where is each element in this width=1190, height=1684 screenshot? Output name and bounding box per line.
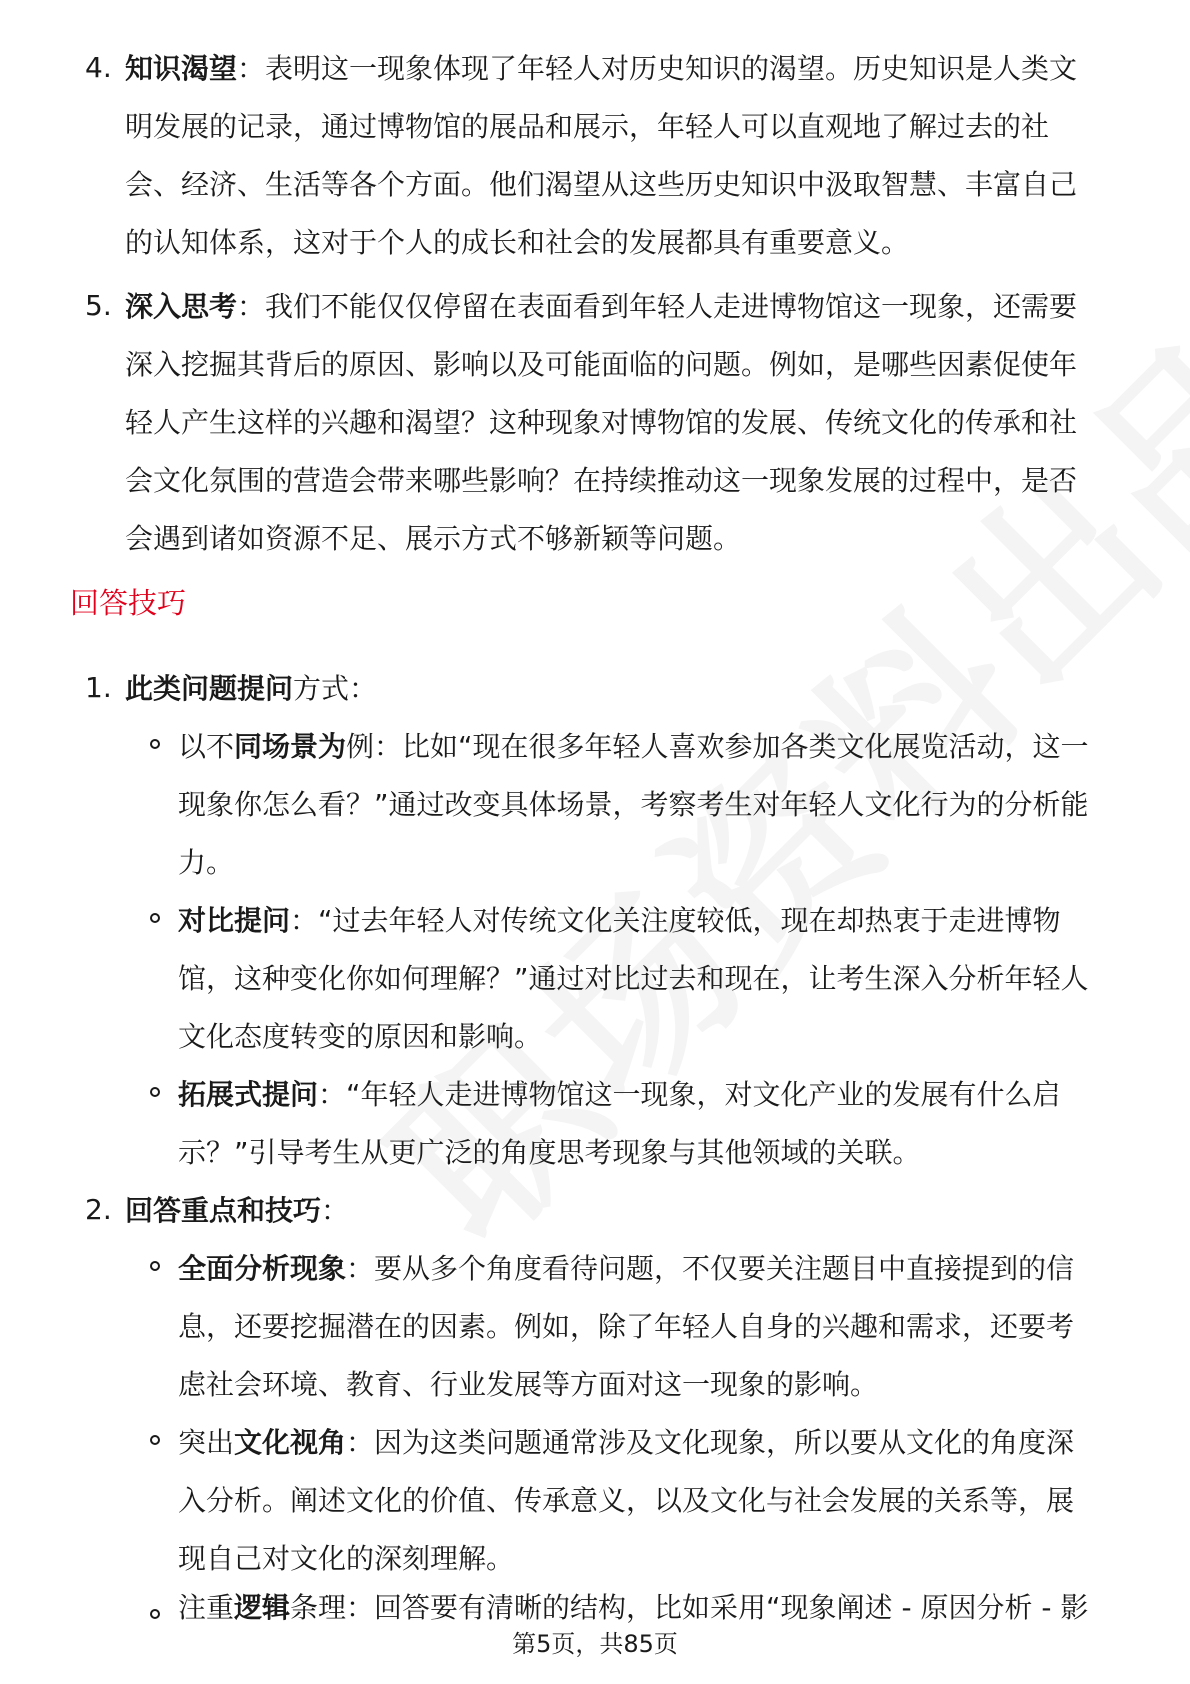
page-footer: 第5页，共85页	[512, 1630, 678, 1658]
item-text: 会文化氛围的营造会带来哪些影响？在持续推动这一现象发展的过程中，是否	[125, 464, 1078, 497]
item-text: ：我们不能仅仅停留在表面看到年轻人走进博物馆这一现象，还需要	[237, 290, 1078, 323]
item-text: 轻人产生这样的兴趣和渴望？这种现象对博物馆的发展、传统文化的传承和社	[125, 406, 1078, 439]
item-text: ：表明这一现象体现了年轻人对历史知识的渴望。历史知识是人类文	[237, 52, 1078, 85]
section-title: 回答技巧	[70, 586, 187, 620]
item-heading: 深入思考	[125, 290, 238, 323]
item-heading: 知识渴望	[125, 52, 238, 85]
circle-bullet-icon	[150, 739, 160, 749]
list-item-body	[125, 40, 1125, 272]
item-text: 的认知体系，这对于个人的成长和社会的发展都具有重要意义。	[125, 226, 910, 259]
bullet-text: 馆，这种变化你如何理解？”通过对比过去和现在，让考生深入分析年轻人	[178, 962, 1089, 995]
bullet-text: 现自己对文化的深刻理解。	[178, 1542, 515, 1575]
item-heading: 回答重点和技巧	[125, 1194, 322, 1227]
circle-bullet-icon	[150, 1261, 160, 1271]
bullet-text: 现象你怎么看？”通过改变具体场景，考察考生对年轻人文化行为的分析能	[178, 788, 1089, 821]
bullet-text: 力。	[178, 846, 235, 879]
list-number: 2.	[85, 1193, 112, 1226]
list-number: 1.	[85, 671, 112, 704]
bullet-text: 文化态度转变的原因和影响。	[178, 1020, 543, 1053]
bullet-text: 入分析。阐述文化的价值、传承意义，以及文化与社会发展的关系等，展	[178, 1484, 1075, 1517]
list-number: 5.	[85, 289, 112, 322]
item-text: 深入挖掘其背后的原因、影响以及可能面临的问题。例如，是哪些因素促使年	[125, 348, 1078, 381]
item-text: ：	[321, 1194, 350, 1227]
item-text: 明发展的记录，通过博物馆的展品和展示，年轻人可以直观地了解过去的社	[125, 110, 1050, 143]
bullet-heading: 拓展式提问	[178, 1078, 319, 1111]
bullet-heading: 文化视角	[234, 1426, 347, 1459]
bullet-heading: 全面分析现象	[178, 1252, 347, 1285]
list-number: 4.	[85, 51, 112, 84]
bullet-heading: 同场景为	[234, 730, 347, 763]
bullet-heading: 逻辑	[234, 1591, 291, 1624]
bullet-text: 息，还要挖掘潜在的因素。例如，除了年轻人自身的兴趣和需求，还要考	[178, 1310, 1075, 1343]
circle-bullet-icon	[150, 913, 160, 923]
bullet-heading: 对比提问	[178, 904, 291, 937]
circle-bullet-icon	[150, 1435, 160, 1445]
circle-bullet-icon	[150, 1609, 160, 1619]
list-item-body	[125, 278, 1125, 568]
bullet-text: 虑社会环境、教育、行业发展等方面对这一现象的影响。	[178, 1368, 879, 1401]
item-text: 会遇到诸如资源不足、展示方式不够新颖等问题。	[125, 522, 742, 555]
bullet-text: 示？”引导考生从更广泛的角度思考现象与其他领域的关联。	[178, 1136, 921, 1169]
item-text: 方式：	[293, 672, 378, 705]
item-heading: 此类问题提问	[125, 672, 294, 705]
circle-bullet-icon	[150, 1087, 160, 1097]
item-text: 会、经济、生活等各个方面。他们渴望从这些历史知识中汲取智慧、丰富自己	[125, 168, 1078, 201]
